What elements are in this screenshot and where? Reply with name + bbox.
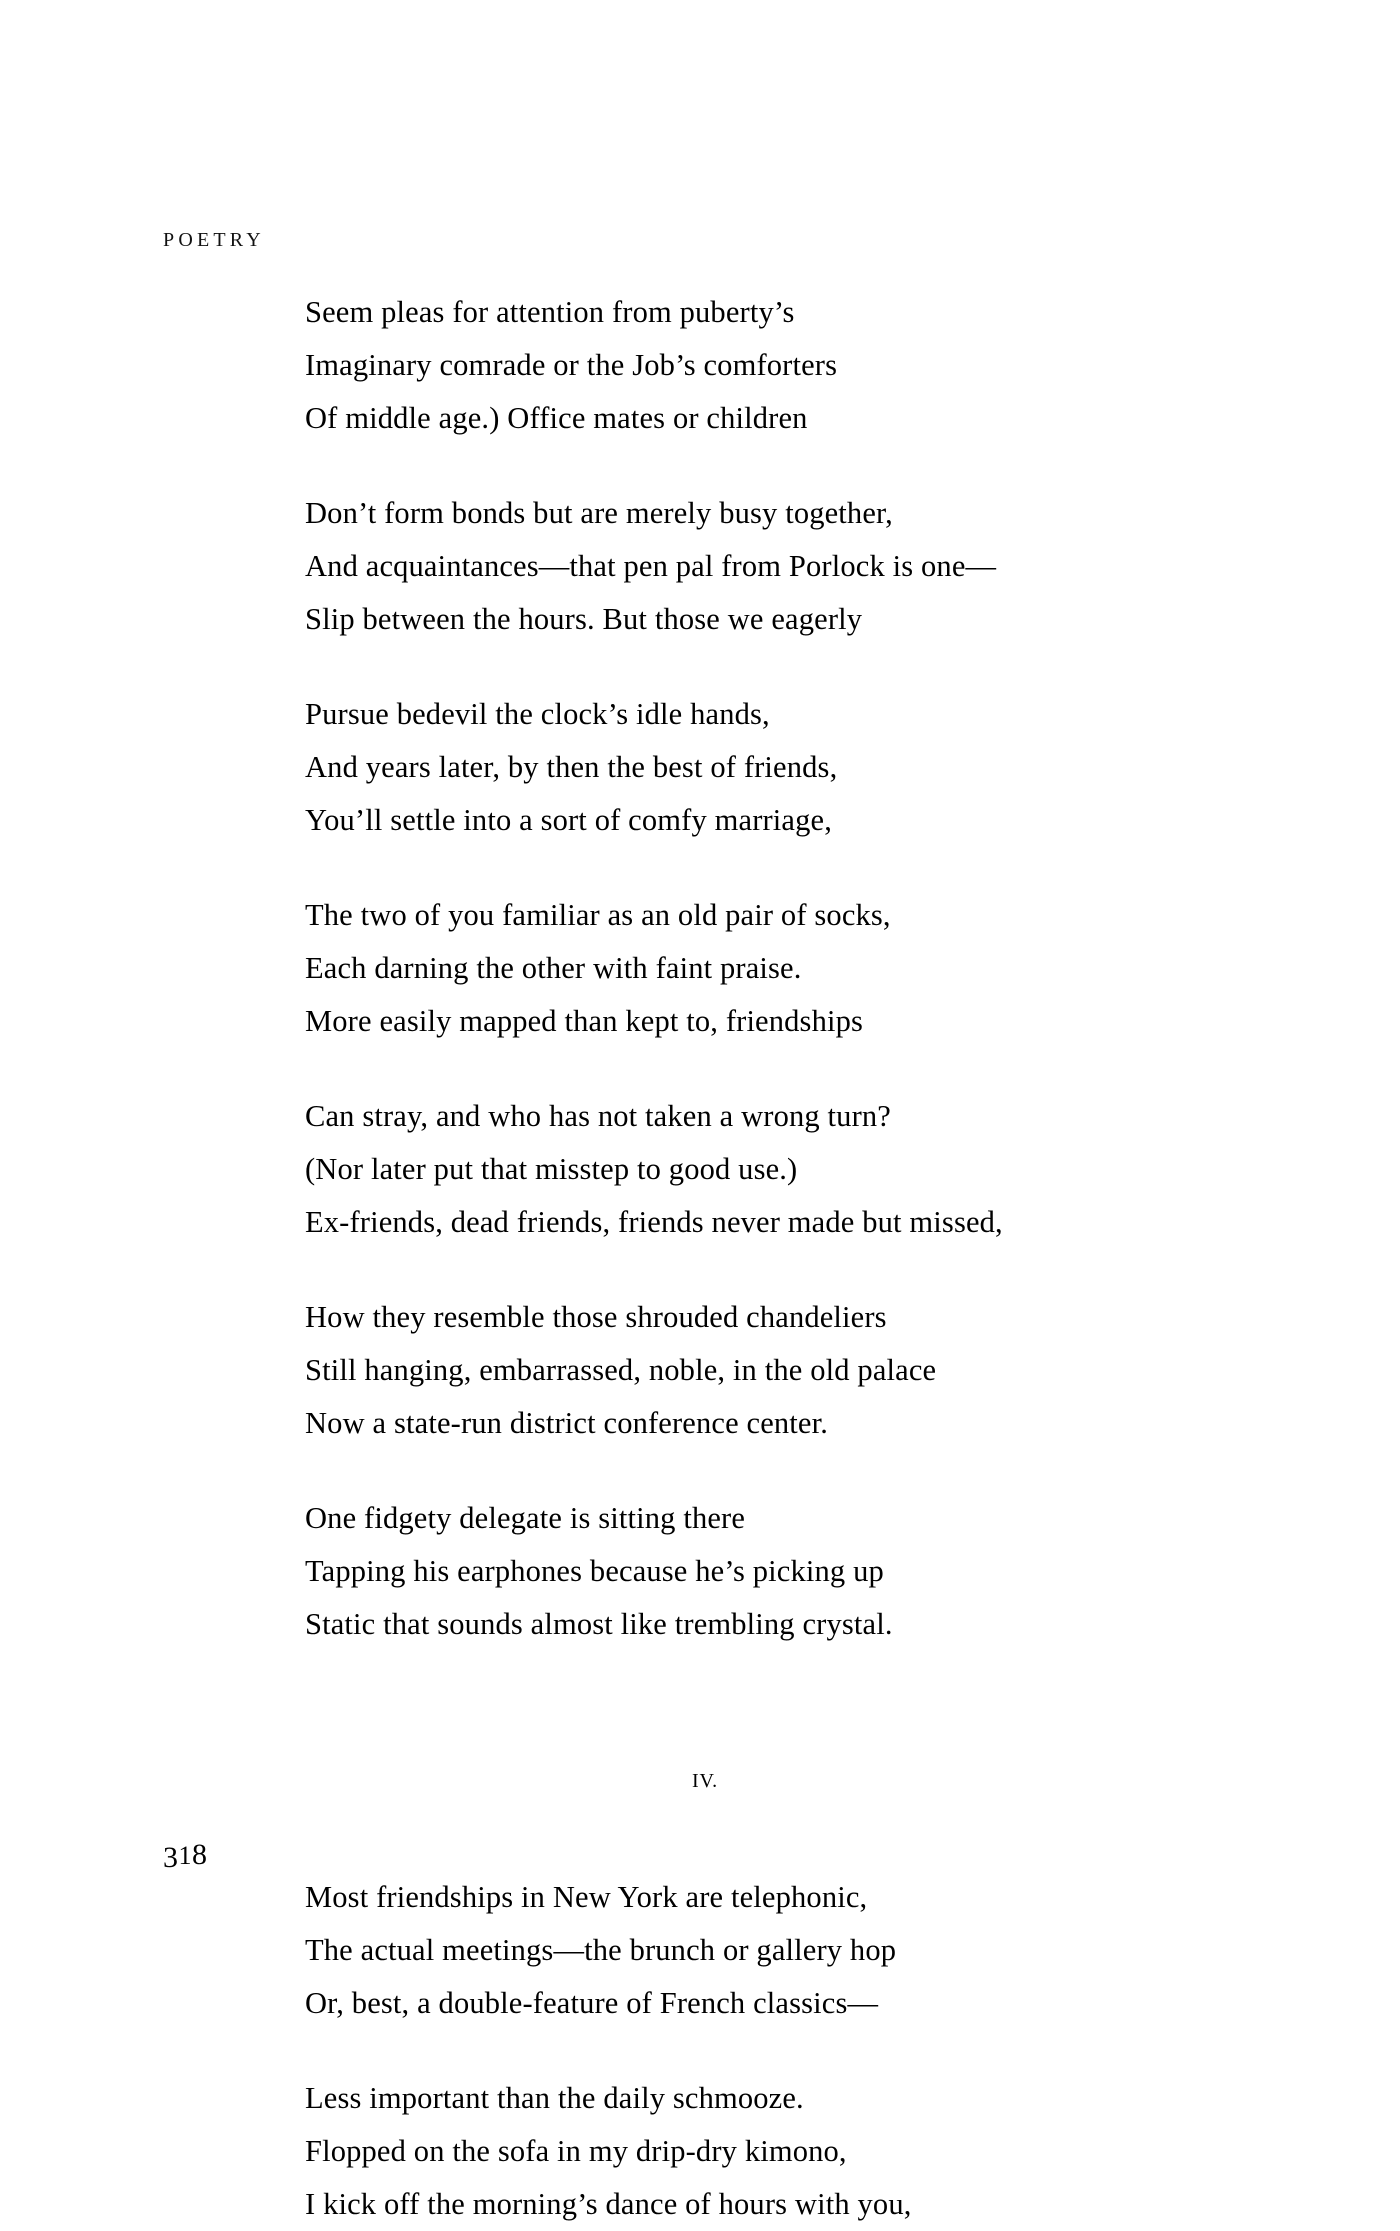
page-number-digit: 8 bbox=[192, 1838, 208, 1871]
poem-line: Can stray, and who has not taken a wrong turn? bbox=[305, 1099, 891, 1133]
poem-line: You’ll settle into a sort of comfy marriage, bbox=[305, 803, 832, 837]
poem-line: Less important than the daily schmooze. bbox=[305, 2081, 804, 2115]
poem-line: Don’t form bonds but are merely busy together, bbox=[305, 496, 893, 530]
section-marker-wrap bbox=[305, 1771, 1105, 1801]
poem-line: Now a state-run district conference center. bbox=[305, 1406, 829, 1440]
poem-line: Seem pleas for attention from puberty’s bbox=[305, 295, 795, 329]
poem-line: Or, best, a double-feature of French classics— bbox=[305, 1986, 879, 2020]
running-head: POETRY bbox=[163, 229, 265, 251]
poem-line: Each darning the other with faint praise. bbox=[305, 951, 802, 985]
stanza bbox=[305, 1090, 1105, 1249]
stanza bbox=[305, 1492, 1105, 1651]
section-break-spacer bbox=[305, 1693, 1105, 1771]
poem-line: One fidgety delegate is sitting there bbox=[305, 1501, 746, 1535]
page-number-digit: 1 bbox=[178, 1841, 192, 1870]
page-number-digit: 3 bbox=[163, 1841, 179, 1874]
section-break-spacer bbox=[305, 1801, 1105, 1871]
poem-line: The two of you familiar as an old pair of socks, bbox=[305, 898, 891, 932]
poem-line: Tapping his earphones because he’s picking up bbox=[305, 1554, 884, 1588]
poem-line: Still hanging, embarrassed, noble, in the old palace bbox=[305, 1353, 937, 1387]
poem-line: And years later, by then the best of friends, bbox=[305, 750, 838, 784]
poem-line: Imaginary comrade or the Job’s comforters bbox=[305, 348, 838, 382]
poem-line: How they resemble those shrouded chandeliers bbox=[305, 1300, 887, 1334]
poem-line: Pursue bedevil the clock’s idle hands, bbox=[305, 697, 770, 731]
poem-line: The actual meetings—the brunch or gallery hop bbox=[305, 1933, 897, 1967]
stanza bbox=[305, 1291, 1105, 1450]
poem-line: Flopped on the sofa in my drip-dry kimono, bbox=[305, 2134, 847, 2168]
stanza bbox=[305, 286, 1105, 445]
stanza bbox=[305, 487, 1105, 646]
stanza bbox=[305, 688, 1105, 847]
stanza bbox=[305, 889, 1105, 1048]
poem-line: Static that sounds almost like trembling crystal. bbox=[305, 1607, 893, 1641]
poem-body bbox=[305, 286, 1105, 2231]
poem-line: (Nor later put that misstep to good use.) bbox=[305, 1152, 798, 1186]
section-numeral: IV. bbox=[692, 1770, 718, 1792]
poem-line: Slip between the hours. But those we eagerly bbox=[305, 602, 863, 636]
stanza bbox=[305, 2072, 1105, 2231]
poem-line: Of middle age.) Office mates or children bbox=[305, 401, 808, 435]
poem-line: Ex-friends, dead friends, friends never made but missed, bbox=[305, 1205, 1003, 1239]
page-number bbox=[163, 1838, 208, 1874]
poem-line: I kick off the morning’s dance of hours with you, bbox=[305, 2187, 912, 2221]
stanza bbox=[305, 1871, 1105, 2030]
poem-line: Most friendships in New York are telephonic, bbox=[305, 1880, 868, 1914]
poem-line: More easily mapped than kept to, friendships bbox=[305, 1004, 864, 1038]
poem-line: And acquaintances—that pen pal from Porlock is one— bbox=[305, 549, 997, 583]
